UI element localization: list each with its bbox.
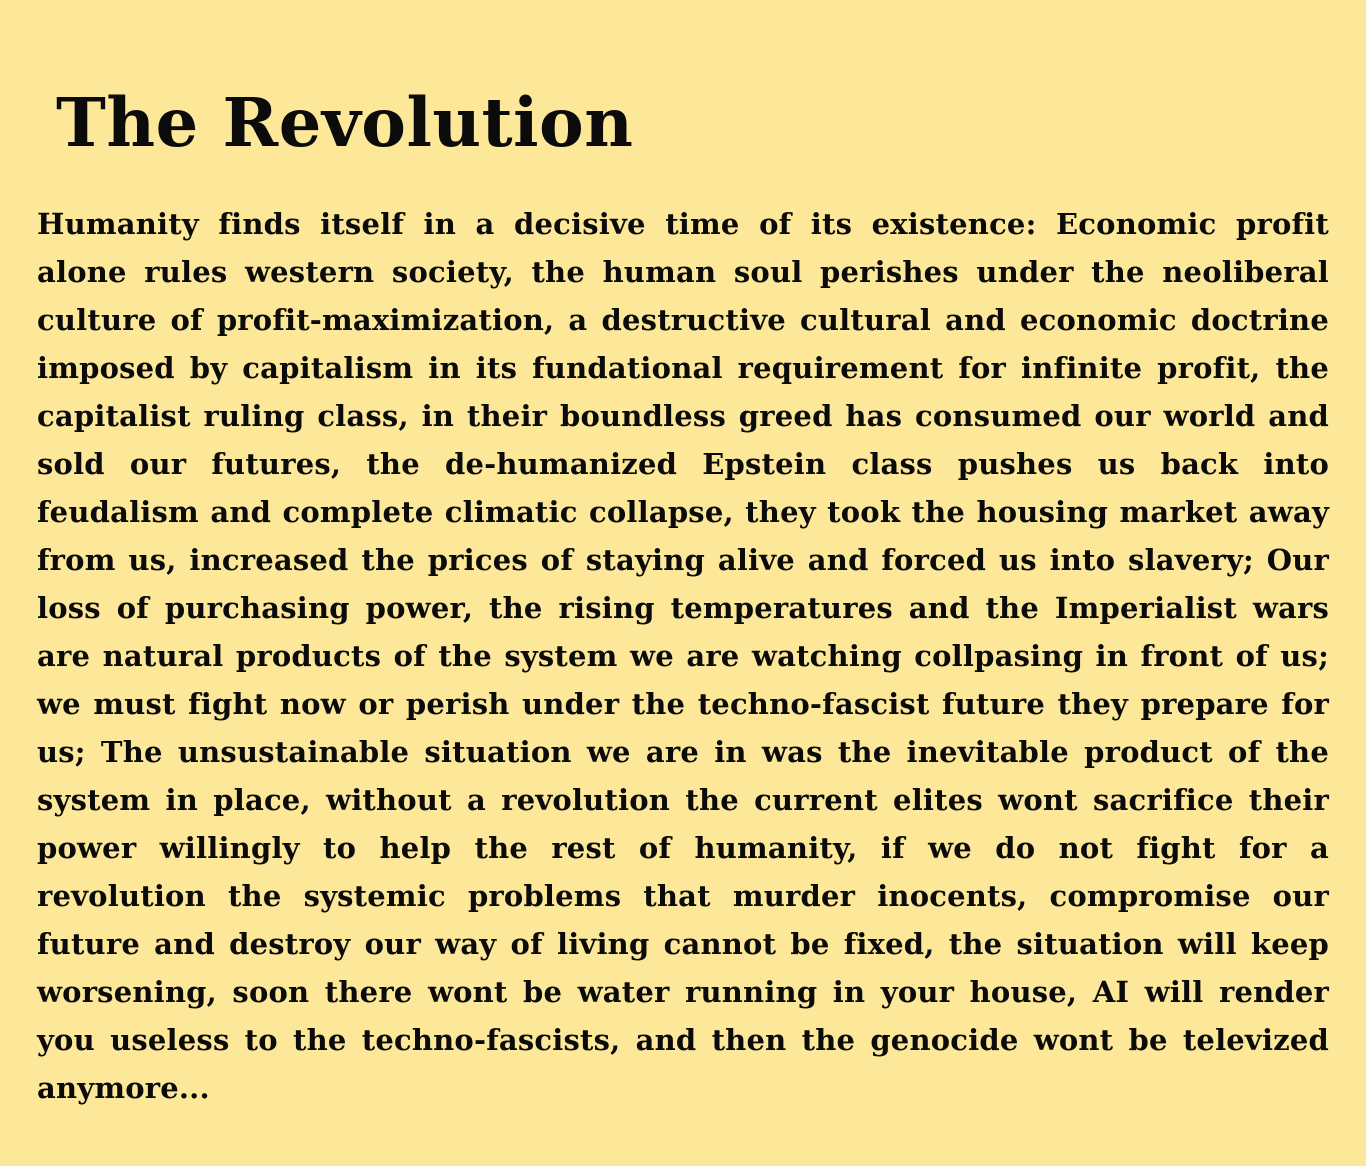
body-paragraph: Humanity finds itself in a decisive time of its existence: Economic profit alone rules western society, the human soul perishes under the neoliberal culture of profit-maximization, a destructive cultural and economic doctrine imposed by capitalism in its fundational requirement for infinite profit, the capitalist ruling class, in their boundless greed has consumed our world and sold our futures, the de-humanized Epstein class pushes us back into feudalism and complete climatic collapse, they took the housing market away from us, increased the prices of staying alive and forced us into slavery; Our loss of purchasing power, the rising temperatures and the Imperialist wars are natural products of the system we are watching collpasing in front of us; we must fight now or perish under the techno-fascist future they prepare for us; The unsustainable situation we are in was the inevitable product of the system in place, without a revolution the current elites wont sacrifice their power willingly to help the rest of humanity, if we do not fight for a revolution the systemic problems that murder inocents, compromise our future and destroy our way of living cannot be fixed, the situation will keep worsening, soon there wont be water running in your house, AI will render you useless to the techno-fascists, and then the genocide wont be televized anymore... <box>37 207 1329 1105</box>
page-title: The Revolution <box>56 83 634 162</box>
